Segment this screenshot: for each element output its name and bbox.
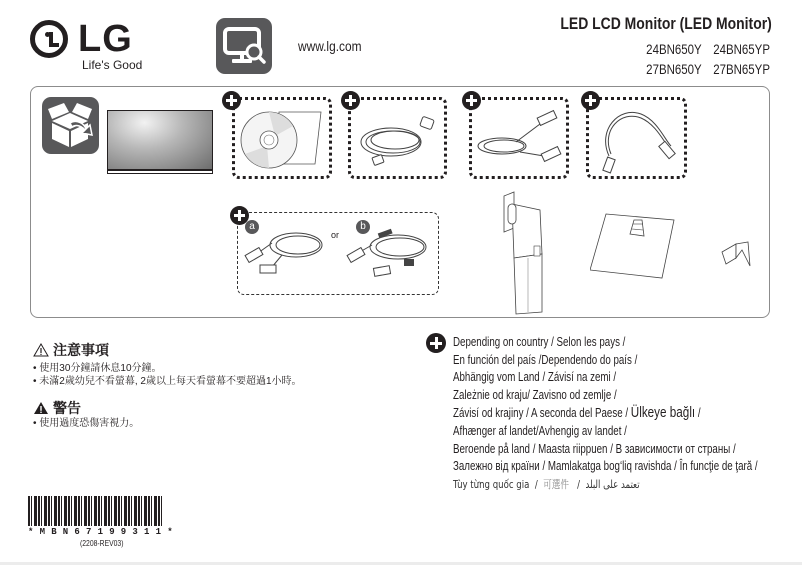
availability-arabic: تعتمد على البلد bbox=[585, 477, 640, 491]
stand-body-image bbox=[500, 188, 550, 316]
optional-power-cord-box bbox=[348, 97, 447, 179]
availability-line: Abhängig vom Land / Závisí na zemi / bbox=[453, 370, 617, 385]
caution-list bbox=[33, 362, 302, 388]
monitor-bottom-bezel bbox=[107, 170, 213, 174]
model-number: 27BN65YP bbox=[713, 61, 770, 77]
availability-note bbox=[453, 334, 758, 493]
lg-logo-icon bbox=[30, 20, 68, 58]
caution-item: • 未滿2歲幼兒不看螢幕, 2歲以上每天看螢幕不要超過1小時。 bbox=[33, 375, 302, 388]
availability-sep: / bbox=[534, 477, 538, 491]
brand-tagline: Life's Good bbox=[82, 58, 143, 72]
availability-line: Afhænger af landet/Avhengig av landet / bbox=[453, 423, 627, 438]
plus-circle-icon bbox=[222, 91, 241, 110]
document-title: LED LCD Monitor (LED Monitor) bbox=[560, 14, 772, 33]
availability-vietnamese: Tùy từng quốc gia bbox=[453, 477, 530, 491]
or-label: or bbox=[331, 230, 340, 240]
availability-turkish: Ülkeye bağlı bbox=[630, 404, 696, 422]
brand-name: LG bbox=[78, 18, 133, 60]
cable-holder-image bbox=[718, 238, 752, 268]
warning-outline-icon bbox=[33, 343, 49, 360]
stand-base-image bbox=[590, 210, 680, 280]
caution-title: 注意事項 bbox=[53, 342, 109, 358]
warning-heading bbox=[33, 398, 81, 418]
lg-logo bbox=[30, 18, 160, 76]
availability-line: Depending on country / Selon les pays / bbox=[453, 335, 626, 349]
monitor-search-icon bbox=[216, 18, 272, 74]
model-number: 24BN65YP bbox=[713, 41, 770, 57]
availability-line: Zależnie od kraju/ Zavisno od zemlje / bbox=[453, 387, 617, 402]
availability-chinese: 可選件 bbox=[543, 477, 569, 491]
plus-circle-icon bbox=[341, 91, 360, 110]
variant-b-badge: b bbox=[356, 220, 370, 234]
caution-item: • 使用30分鐘請休息10分鐘。 bbox=[33, 362, 302, 375]
plus-circle-icon bbox=[581, 91, 600, 110]
warning-filled-icon bbox=[33, 401, 49, 418]
plus-circle-icon bbox=[462, 91, 481, 110]
availability-line bbox=[453, 476, 758, 494]
availability-line: Beroende på land / Maasta riippuen / В зависимости от страны / bbox=[453, 441, 736, 456]
availability-line: Залежно від країни / Mamlakatga bog‘liq ravishda / În funcţie de ţară / bbox=[453, 459, 758, 474]
model-row bbox=[635, 39, 770, 59]
plus-circle-icon bbox=[426, 333, 446, 353]
barcode bbox=[28, 496, 163, 526]
availability-line bbox=[453, 404, 758, 423]
barcode-text: *MBN67199311* bbox=[28, 527, 179, 537]
model-number: 27BN650Y bbox=[646, 61, 702, 77]
model-list bbox=[635, 39, 770, 79]
optional-dp-cable-box bbox=[237, 212, 439, 295]
open-box-icon bbox=[42, 97, 99, 154]
monitor-image bbox=[107, 110, 213, 170]
optional-hdmi-cable-box bbox=[469, 97, 569, 179]
model-number: 24BN650Y bbox=[646, 41, 702, 57]
website-url[interactable]: www.lg.com bbox=[298, 38, 362, 54]
optional-usb-cable-box bbox=[586, 97, 687, 179]
caution-heading bbox=[33, 340, 109, 360]
warning-item: • 使用過度恐傷害視力。 bbox=[33, 417, 139, 430]
availability-sep: / bbox=[695, 406, 701, 421]
optional-cd-box bbox=[232, 97, 332, 179]
variant-a-badge: a bbox=[245, 220, 259, 234]
availability-text: Závisí od krajiny / A seconda del Paese / bbox=[453, 406, 629, 421]
warning-list bbox=[33, 417, 139, 430]
revision-code: (2208-REV03) bbox=[80, 539, 124, 548]
model-row bbox=[635, 59, 770, 79]
availability-sep: / bbox=[577, 477, 581, 491]
availability-line: En función del país /Dependendo do país / bbox=[453, 352, 638, 367]
warning-title: 警告 bbox=[53, 400, 81, 416]
